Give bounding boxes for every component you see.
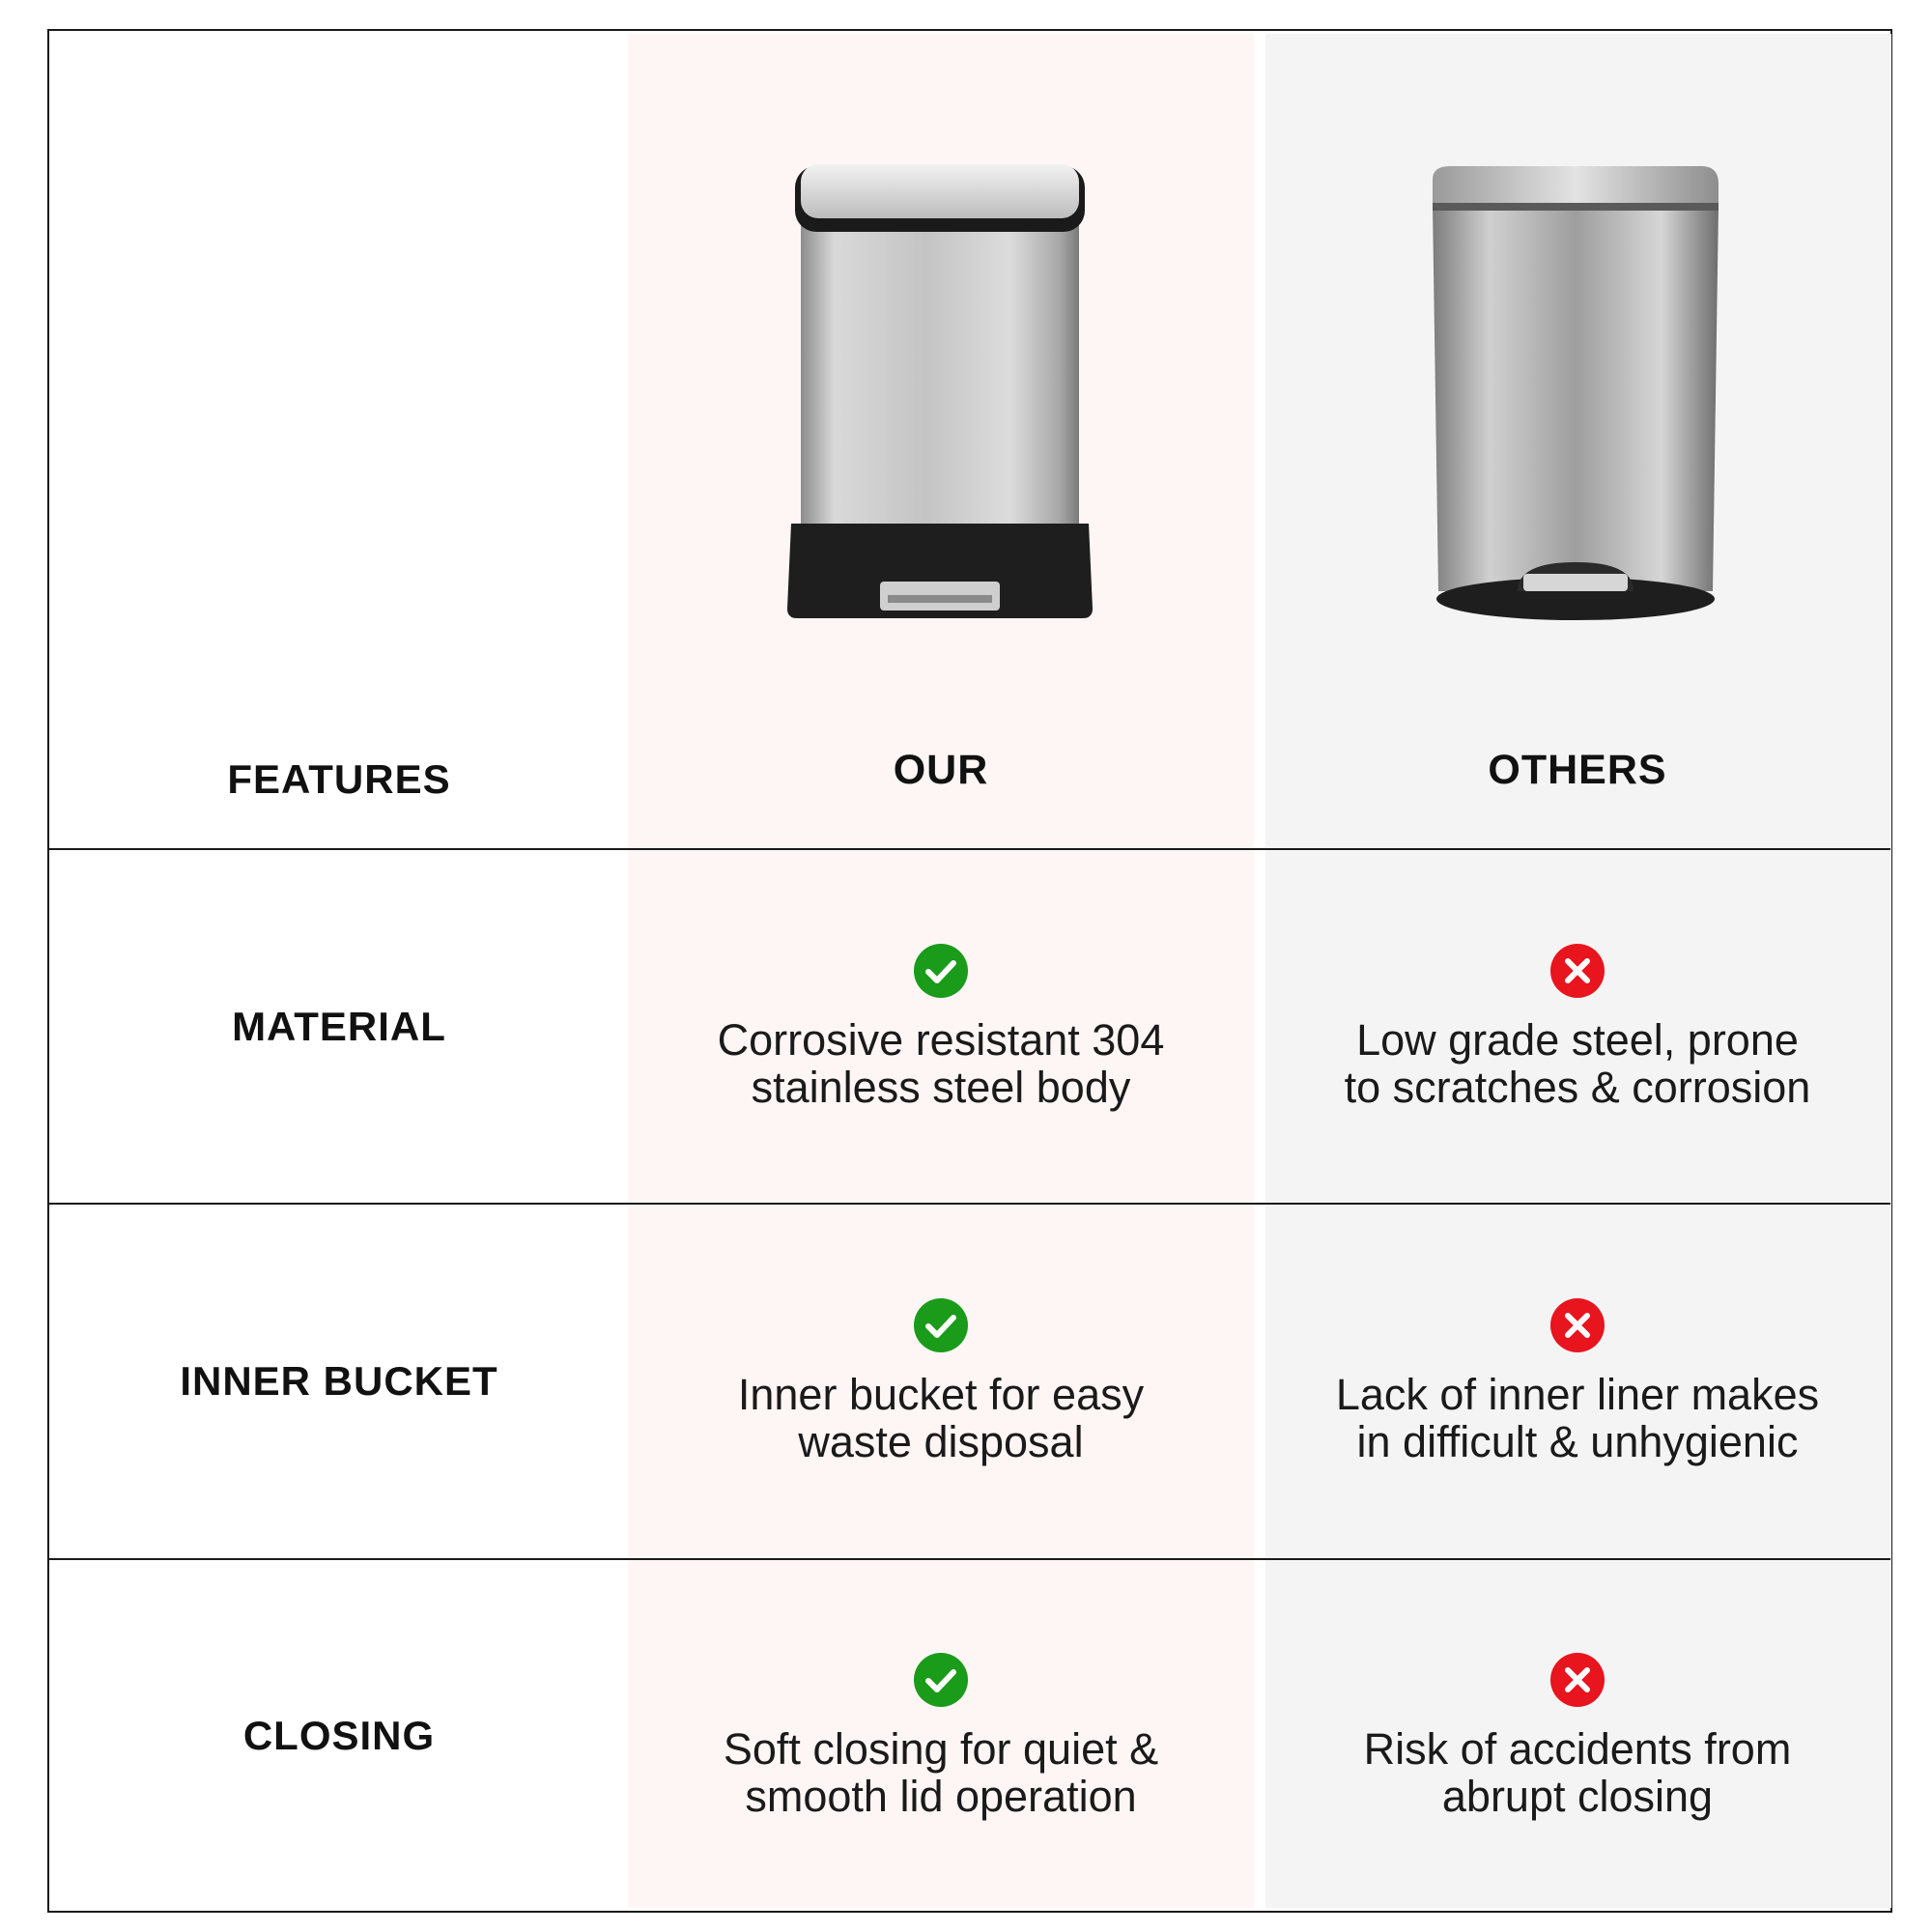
features-header-cell (49, 726, 629, 833)
feature-cell-material (49, 850, 629, 1203)
check-icon (913, 943, 969, 999)
check-icon (913, 1297, 969, 1353)
others-header-cell (1264, 717, 1890, 823)
our-column-header: OUR (893, 746, 989, 793)
check-icon (913, 1652, 969, 1708)
our-header-cell (629, 717, 1253, 823)
features-header: FEATURES (227, 756, 451, 802)
our-cell-material (629, 850, 1253, 1203)
others-description: Low grade steel, prone to scratches & corrosion (1344, 1014, 1811, 1112)
our-description: Soft closing for quiet & smooth lid operation (723, 1724, 1159, 1821)
our-description: Inner bucket for easy waste disposal (737, 1370, 1145, 1466)
feature-cell-inner-bucket (49, 1205, 629, 1558)
our-cell-closing (629, 1560, 1253, 1912)
cross-icon (1549, 943, 1605, 999)
our-cell-inner-bucket (629, 1205, 1253, 1558)
others-cell-material (1264, 850, 1890, 1203)
others-cell-inner-bucket (1264, 1205, 1890, 1558)
cross-icon (1549, 1297, 1605, 1353)
others-description: Lack of inner liner makes in difficult & unhygienic (1335, 1370, 1820, 1466)
our-description: Corrosive resistant 304 stainless steel body (717, 1014, 1165, 1112)
cross-icon (1549, 1652, 1605, 1708)
others-cell-closing (1264, 1560, 1890, 1912)
feature-label: MATERIAL (232, 1003, 446, 1049)
feature-label: INNER BUCKET (180, 1358, 498, 1404)
comparison-table (47, 29, 1892, 1913)
others-description: Risk of accidents from abrupt closing (1363, 1724, 1792, 1821)
others-column-header: OTHERS (1488, 746, 1667, 793)
our-product-image (745, 137, 1131, 620)
feature-label: CLOSING (242, 1713, 436, 1758)
feature-cell-closing (49, 1560, 629, 1912)
others-product-image (1411, 137, 1740, 630)
